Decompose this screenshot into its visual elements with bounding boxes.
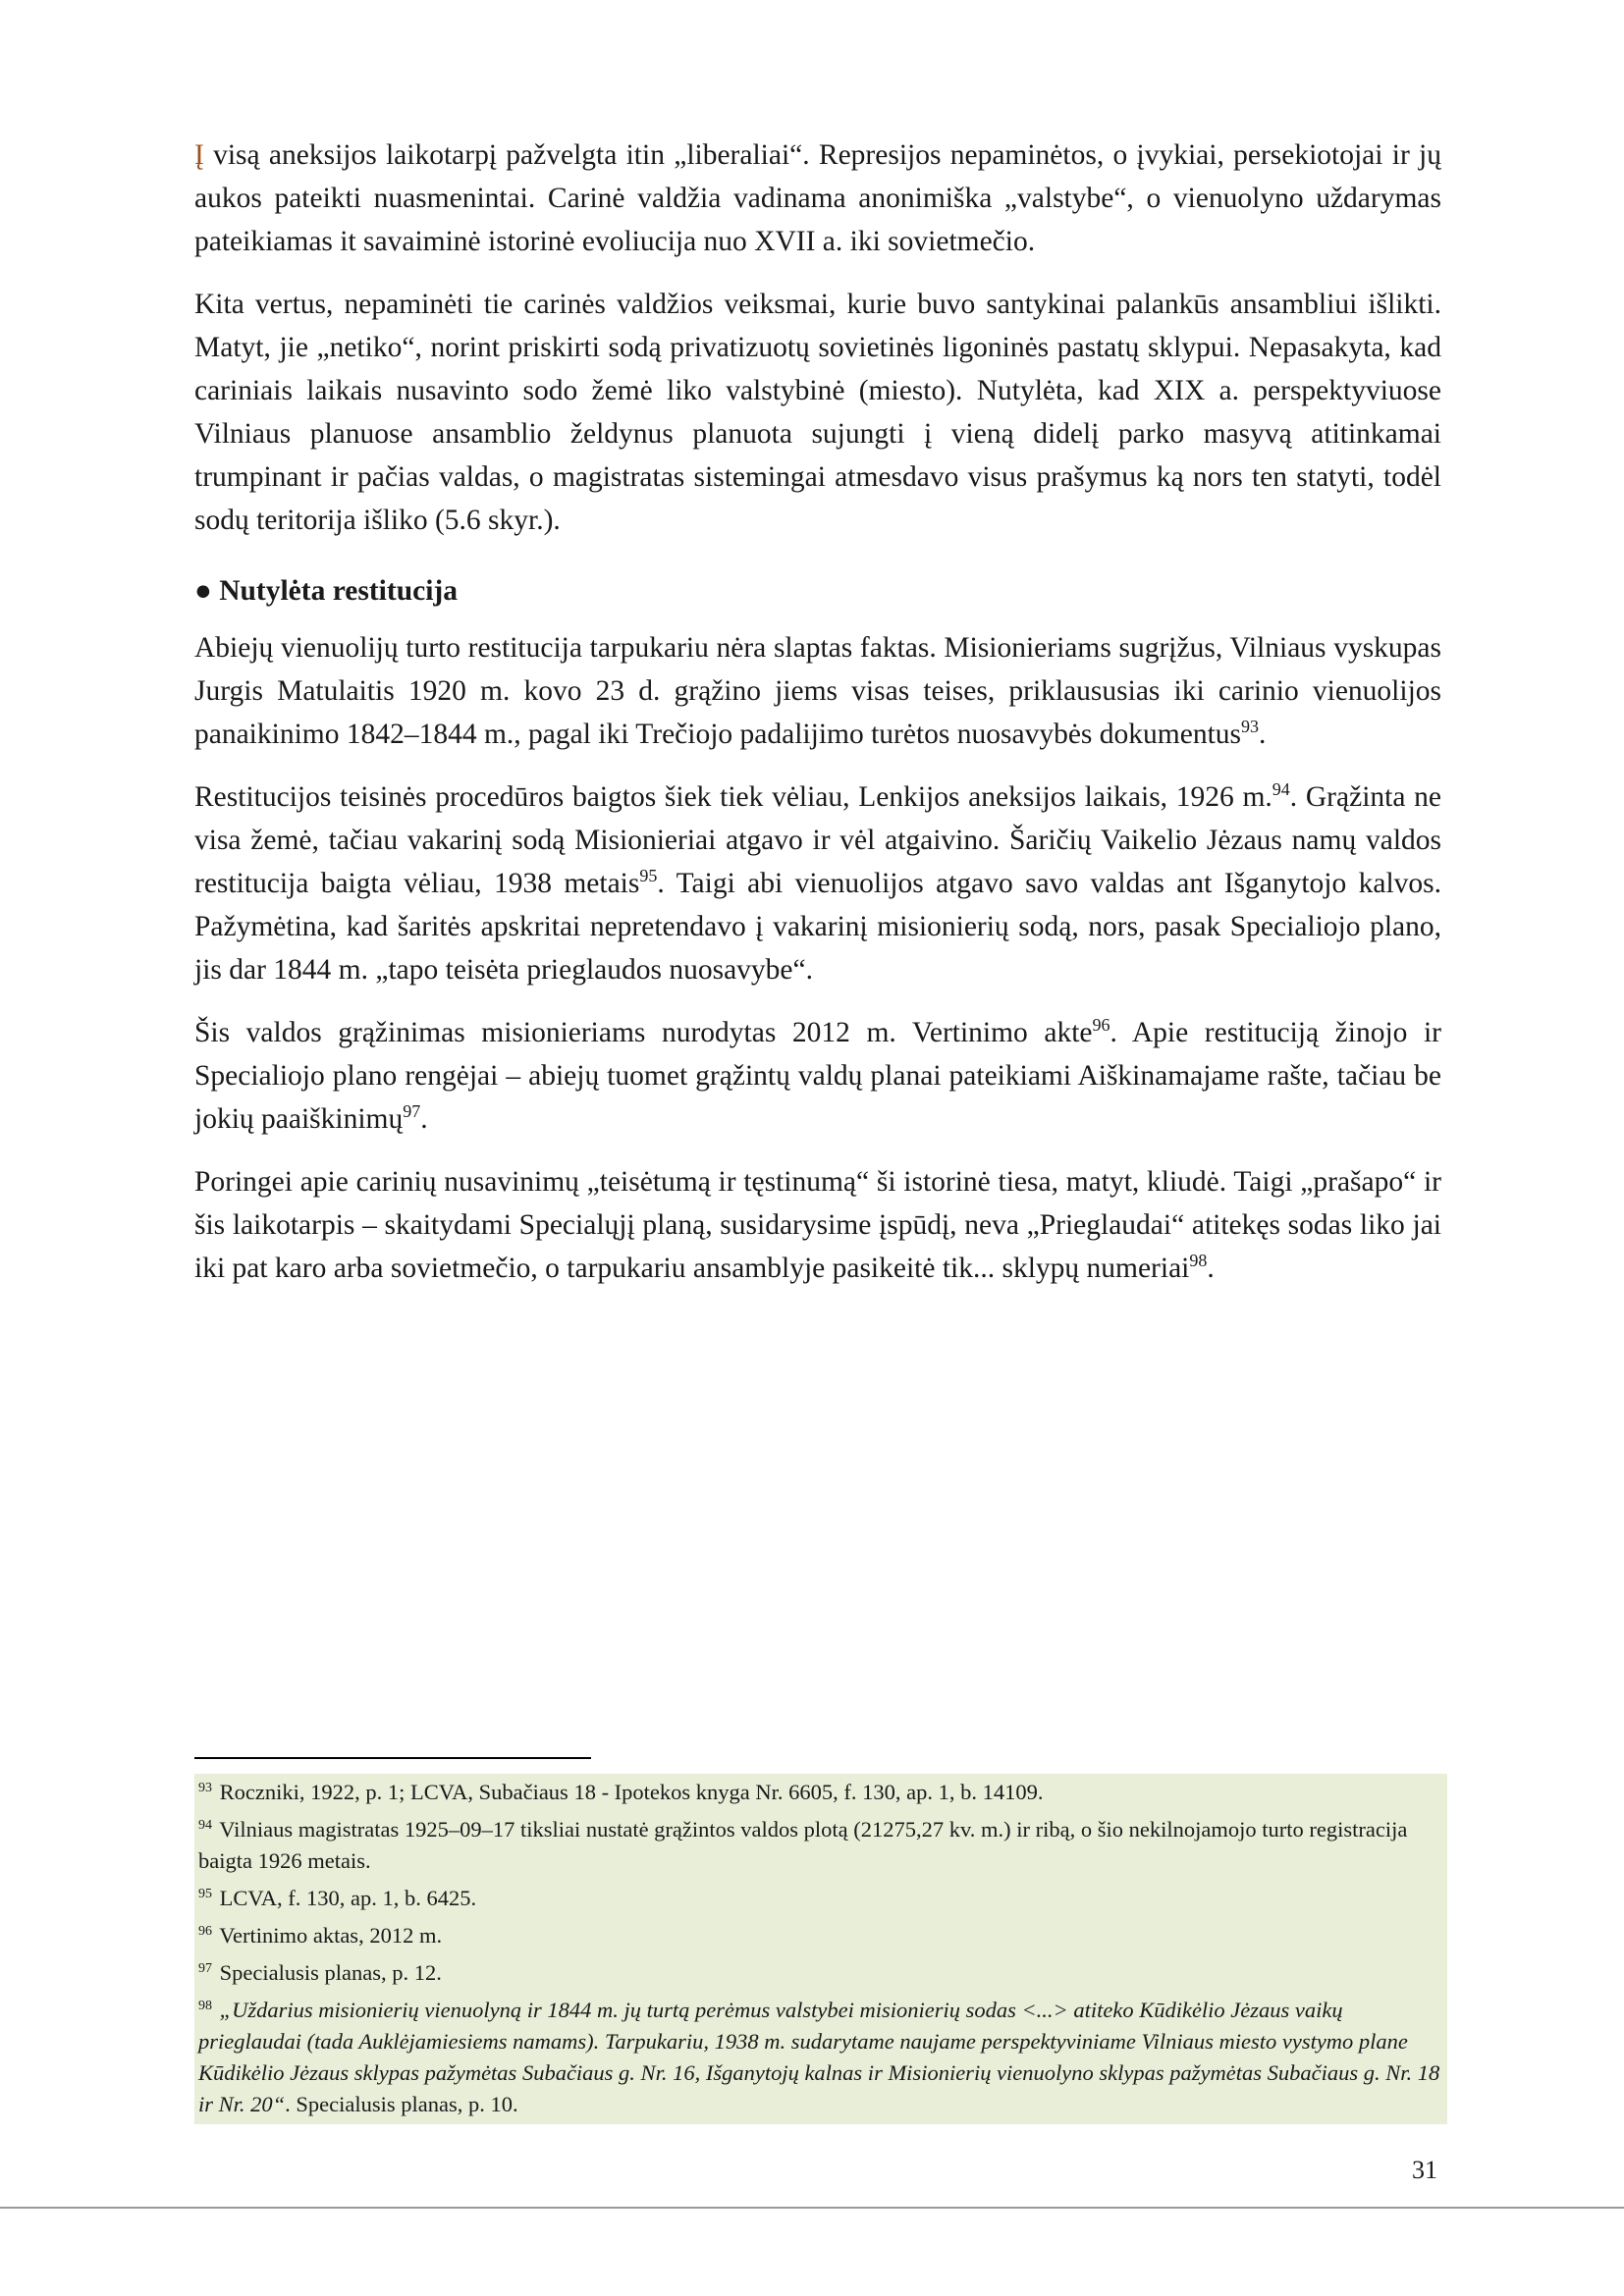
footnote-98 [198,1995,1443,2120]
paragraph-text-tail: . [1259,719,1267,750]
footnote-number: 94 [198,1817,212,1833]
footnote-number: 93 [198,1780,212,1795]
paragraph-1 [194,133,1441,263]
paragraph-text-tail: . Taigi abi vienuolijos atgavo savo valdas ant Išganytojo kalvos. Pažymėtina, kad šaritės apskritai nepretendavo į vakarinį misionierių sodą, nors, pasak Specialiojo plano, jis dar 1844 m. „tapo teisėta prieglaudos nuosavybe“. [194,868,1442,986]
paragraph-text-middle: . Grąžinta ne visa žemė, tačiau vakarinį sodą Misionieriai atgavo ir vėl atgaivino. Šaričių Vaikelio Jėzaus namų valdos restitucija baigta vėliau, 1938 metais [194,781,1441,899]
footnote-text: Specialusis planas, p. 12. [214,1960,442,1985]
footnote-96 [198,1920,1443,1951]
paragraph-4 [194,775,1441,991]
body-text [194,133,1441,1309]
footnote-ref-96[interactable]: 96 [1092,1015,1110,1036]
footnote-number: 96 [198,1923,212,1939]
footnote-94 [198,1814,1443,1877]
page-number: 31 [1412,2156,1437,2184]
footnote-text: Vertinimo aktas, 2012 m. [214,1923,443,1948]
paragraph-text: Šis valdos grąžinimas misionieriams nurodytas 2012 m. Vertinimo akte [194,1017,1093,1048]
footnote-quote: „Uždarius misionierių vienuolyną ir 1844 m. jų turtą perėmus valstybei misionierių sodas <...> atiteko Kūdikėlio Jėzaus vaikų prieglaudai (tada Auklėjamiesiems namams). Tarpukariu, 1938 m. sudarytame naujame perspektyviniame Vilniaus miesto vystymo plane Kūdikėlio Jėzaus sklypas pažymėtas Subačiaus g. Nr. 16, Išganytojų kalnas ir Misionierių vienuolyno sklypas pažymėtas Subačiaus g. Nr. 18 ir Nr. 20“ [198,1998,1440,2116]
footnote-95 [198,1883,1443,1914]
paragraph-text: Abiejų vienuolijų turto restitucija tarpukariu nėra slaptas faktas. Misionieriams sugrįžus, Vilniaus vyskupas Jurgis Matulaitis 1920 m. kovo 23 d. grąžino jiems visas teises, priklaususias iki carinio vienuolijos panaikinimo 1842–1844 m., pagal iki Trečiojo padalijimo turėtos nuosavybės dokumentus [194,632,1441,750]
footnote-97 [198,1957,1443,1989]
footnote-separator [194,1757,591,1759]
paragraph-6 [194,1160,1441,1290]
footnote-ref-98[interactable]: 98 [1189,1251,1208,1271]
paragraph-text-middle: . Apie restituciją žinojo ir Specialiojo plano rengėjai – abiejų tuomet grąžintų valdų planai pateikiami Aiškinamajame rašte, tačiau be jokių paaiškinimų [194,1017,1441,1135]
footnote-ref-93[interactable]: 93 [1241,717,1259,737]
paragraph-2 [194,283,1441,542]
paragraph-text: Kita vertus, nepaminėti tie carinės valdžios veiksmai, kurie buvo santykinai palankūs ansambliui išlikti. Matyt, jie „netiko“, norint priskirti sodą privatizuotų sovietinės ligoninės pastatų sklypui. Nepasakyta, kad cariniais laikais nusavinto sodo žemė liko valstybinė (miesto). Nutylėta, kad XIX a. perspektyviuose Vilniaus planuose ansamblio želdynus planuota sujungti į vieną didelį parko masyvą atitinkamai trumpinant ir pačias valdas, o magistratas sistemingai atmesdavo visus prašymus ką nors ten statyti, todėl sodų teritorija išliko (5.6 skyr.). [194,289,1441,536]
footnote-93 [198,1777,1443,1808]
paragraph-text: Poringei apie carinių nusavinimų „teisėtumą ir tęstinumą“ ši istorinė tiesa, matyt, kliudė. Taigi „prašapo“ ir šis laikotarpis – skaitydami Specialųjį planą, susidarysime įspūdį, neva „Prieglaudai“ atitekęs sodas liko jai iki pat karo arba sovietmečio, o tarpukariu ansamblyje pasikeitė tik... sklypų numeriai [194,1166,1441,1284]
footnote-text: . Specialusis planas, p. 10. [285,2092,518,2116]
paragraph-text: visą aneksijos laikotarpį pažvelgta itin „liberaliai“. Represijos nepaminėtos, o įvykiai, persekiotojai ir jų aukos pateikti nuasmenintai. Carinė valdžia vadinama anonimiška „valstybe“, o vienuolyno uždarymas pateikiamas it savaiminė istorinė evoliucija nuo XVII a. iki sovietmečio. [194,139,1441,257]
footnote-ref-94[interactable]: 94 [1272,779,1290,800]
footnotes-block [194,1774,1447,2124]
footnote-text: LCVA, f. 130, ap. 1, b. 6425. [214,1886,477,1910]
footnote-text: Vilniaus magistratas 1925–09–17 tiksliai nustatė grąžintos valdos plotą (21275,27 kv. m.) ir ribą, o šio nekilnojamojo turto registracija baigta 1926 metais. [198,1817,1408,1873]
paragraph-text-tail: . [1207,1253,1215,1284]
footnote-text: Roczniki, 1922, p. 1; LCVA, Subačiaus 18 - Ipotekos knyga Nr. 6605, f. 130, ap. 1, b. 14109. [214,1780,1044,1804]
paragraph-initial-letter: Į [194,139,204,171]
paragraph-text-tail: . [420,1103,428,1135]
paragraph-3 [194,626,1441,756]
footnote-ref-97[interactable]: 97 [403,1101,421,1122]
footnote-number: 98 [198,1998,212,2013]
page-bottom-rule [0,2207,1624,2209]
paragraph-5 [194,1011,1441,1141]
footnote-number: 95 [198,1886,212,1901]
paragraph-text: Restitucijos teisinės procedūros baigtos šiek tiek vėliau, Lenkijos aneksijos laikais, 1926 m. [194,781,1272,813]
section-heading: ● Nutylėta restitucija [194,575,458,607]
footnote-ref-95[interactable]: 95 [639,866,658,886]
footnote-number: 97 [198,1960,212,1976]
